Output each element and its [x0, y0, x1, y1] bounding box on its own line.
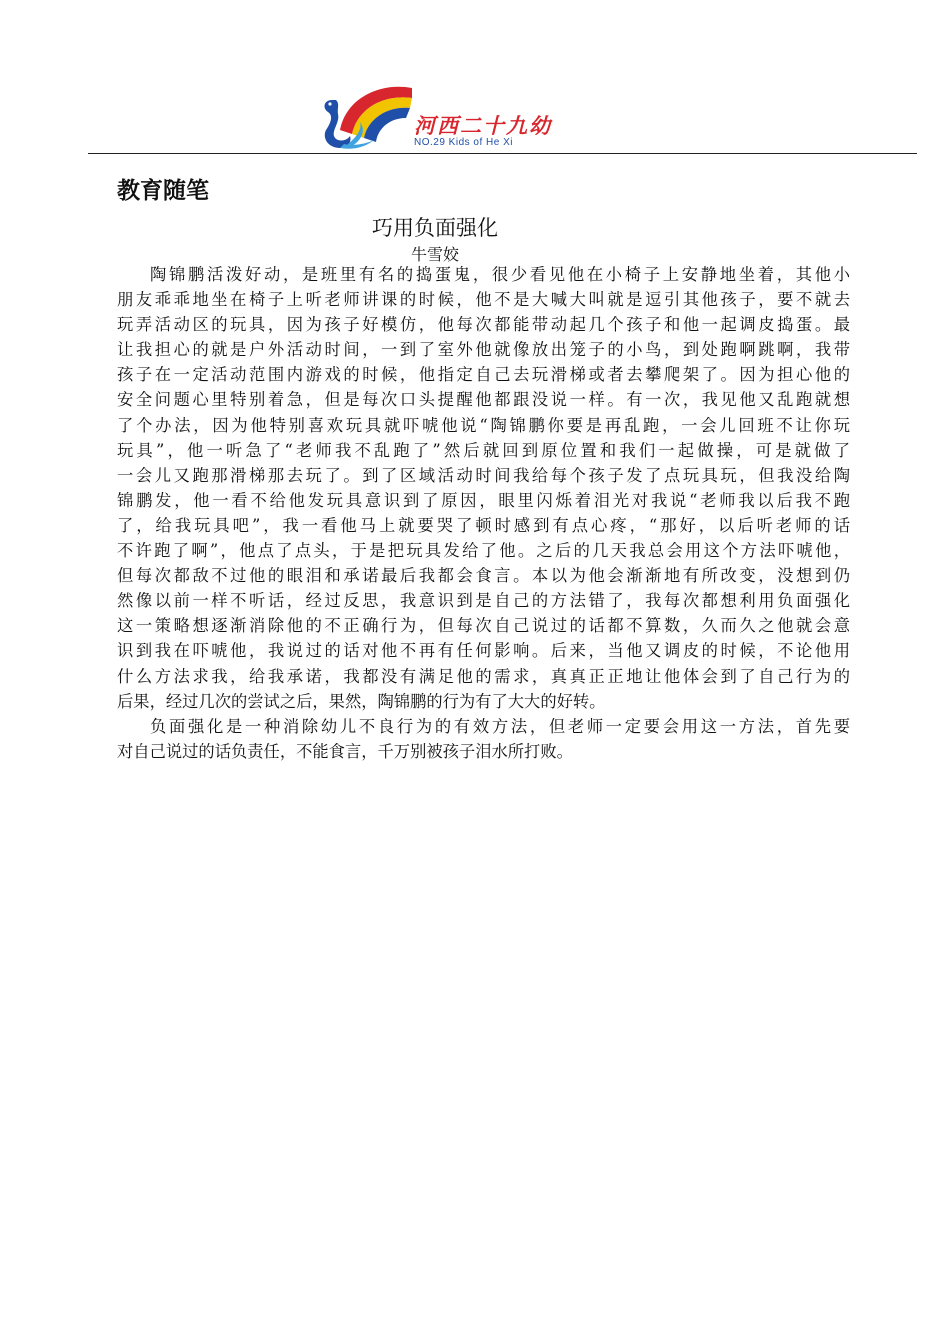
paragraph-line: 识到我在吓唬他，我说过的话对他不再有任何影响。后来，当他又调皮的时候，不论他用	[117, 641, 850, 661]
paragraph-line: 了个办法，因为他特别喜欢玩具就吓唬他说“陶锦鹏你要是再乱跑，一会儿回班不让你玩	[117, 415, 850, 435]
article-title: 巧用负面强化	[372, 216, 498, 240]
paragraph-line: 对自己说过的话负责任，不能食言，千万别被孩子泪水所打败。	[117, 741, 573, 761]
section-heading: 教育随笔	[117, 178, 209, 204]
paragraph-line: 锦鹏发，他一看不给他发玩具意识到了原因，眼里闪烁着泪光对我说“老师我以后我不跑	[117, 490, 850, 510]
paragraph-line: 朋友乖乖地坐在椅子上听老师讲课的时候，他不是大喊大叫就是逗引其他孩子，要不就去	[117, 290, 850, 310]
paragraph-line: 后果，经过几次的尝试之后，果然，陶锦鹏的行为有了大大的好转。	[117, 691, 606, 711]
logo-english-text: NO.29 Kids of He Xi	[414, 137, 513, 148]
paragraph-line: 然像以前一样不听话，经过反思，我意识到是自己的方法错了，我每次都想利用负面强化	[117, 591, 850, 611]
paragraph-line: 安全问题心里特别着急，但是每次口头提醒他都跟没说一样。有一次，我见他又乱跑就想	[117, 390, 850, 410]
paragraph-line: 了，给我玩具吧”，我一看他马上就要哭了顿时感到有点心疼，“那好，以后听老师的话	[117, 515, 850, 535]
paragraph-line: 玩具”，他一听急了“老师我不乱跑了”然后就回到原位置和我们一起做操，可是就做了	[117, 440, 850, 460]
rainbow-swan-logo-icon	[318, 78, 414, 154]
paragraph-line: 孩子在一定活动范围内游戏的时候，他指定自己去玩滑梯或者去攀爬架了。因为担心他的	[117, 365, 850, 385]
page-header	[0, 0, 950, 160]
paragraph-line: 一会儿又跑那滑梯那去玩了。到了区域活动时间我给每个孩子发了点玩具玩，但我没给陶	[117, 465, 850, 485]
logo-chinese-text: 河西二十九幼	[414, 113, 552, 138]
paragraph-line: 陶锦鹏活泼好动，是班里有名的捣蛋鬼，很少看见他在小椅子上安静地坐着，其他小	[150, 265, 850, 284]
article-author: 牛雪姣	[410, 245, 459, 264]
article-body	[117, 262, 850, 764]
paragraph-line: 这一策略想逐渐消除他的不正确行为，但每次自己说过的话都不算数，久而久之他就会意	[117, 616, 850, 636]
paragraph-line: 不许跑了啊”，他点了点头，于是把玩具发给了他。之后的几天我总会用这个方法吓唬他，	[117, 541, 850, 561]
paragraph-line: 但每次都敌不过他的眼泪和承诺最后我都会食言。本以为他会渐渐地有所改变，没想到仍	[117, 566, 850, 586]
paragraph-line: 负面强化是一种消除幼儿不良行为的有效方法，但老师一定要会用这一方法，首先要	[150, 716, 850, 736]
header-divider	[88, 153, 917, 154]
paragraph-line: 让我担心的就是户外活动时间，一到了室外他就像放出笼子的小鸟，到处跑啊跳啊，我带	[117, 340, 850, 360]
paragraph-line: 什么方法求我，给我承诺，我都没有满足他的需求，真真正正地让他体会到了自己行为的	[117, 666, 850, 686]
paragraph-line: 玩弄活动区的玩具，因为孩子好模仿，他每次都能带动起几个孩子和他一起调皮捣蛋。最	[117, 315, 850, 335]
